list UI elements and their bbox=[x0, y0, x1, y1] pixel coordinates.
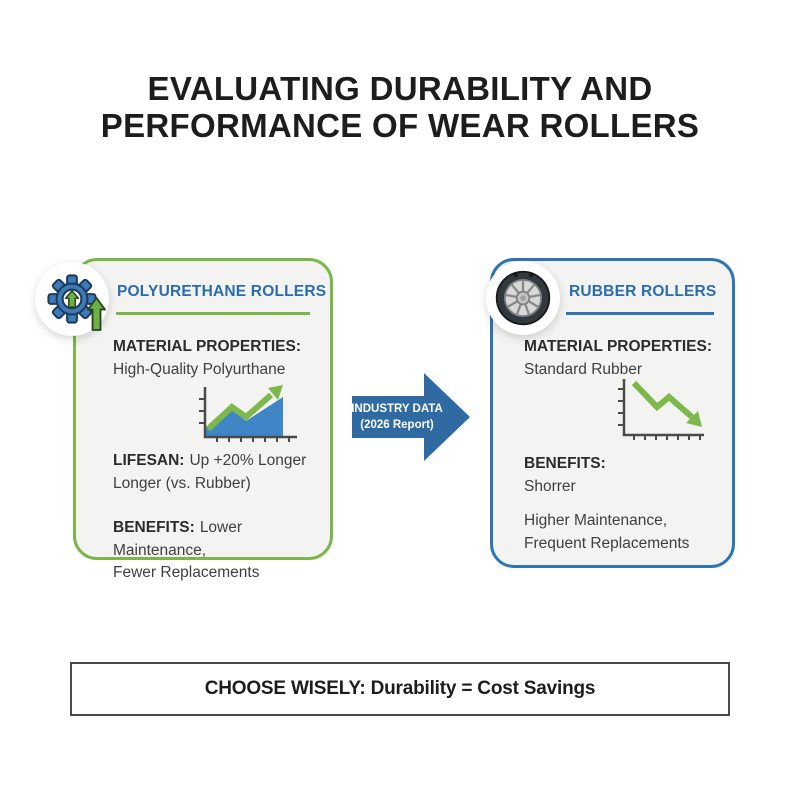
footer-text: CHOOSE WISELY: Durability = Cost Savings bbox=[204, 678, 596, 699]
left-material-properties bbox=[113, 336, 328, 381]
benefits-value: Lower Maintenance, bbox=[113, 519, 243, 559]
lifespan-value-line2: Longer (vs. Rubber) bbox=[113, 474, 251, 492]
maintenance-line2: Frequent Replacements bbox=[524, 534, 690, 552]
right-maintenance bbox=[524, 510, 729, 555]
right-material-properties bbox=[524, 336, 729, 381]
lifespan-label: LIFESAN: bbox=[113, 452, 185, 469]
material-value: High-Quality Polyurthane bbox=[113, 360, 286, 378]
page-title-line2: PERFORMANCE OF WEAR ROLLERS bbox=[100, 107, 700, 144]
page-title-line1: EVALUATING DURABILITY AND bbox=[147, 70, 653, 107]
left-lifespan bbox=[113, 450, 328, 495]
benefits-label: BENEFITS: bbox=[524, 455, 606, 472]
area-chart-up-trend-icon bbox=[195, 383, 300, 447]
benefits-label: BENEFITS: bbox=[113, 519, 195, 536]
footer-banner bbox=[70, 662, 730, 716]
rubber-icon-badge bbox=[486, 261, 560, 335]
maintenance-line1: Higher Maintenance, bbox=[524, 512, 668, 529]
material-label: MATERIAL PROPERTIES: bbox=[524, 338, 713, 355]
blue-divider bbox=[566, 312, 714, 315]
material-label: MATERIAL PROPERTIES: bbox=[113, 338, 302, 355]
benefits-value-line2: Fewer Replacements bbox=[113, 564, 260, 581]
right-benefits bbox=[524, 453, 729, 498]
industry-data-label bbox=[350, 371, 444, 463]
page-title bbox=[0, 70, 800, 144]
green-divider bbox=[116, 312, 310, 315]
industry-data-line2: (2026 Report) bbox=[360, 419, 434, 431]
rubber-card-title: RUBBER ROLLERS bbox=[569, 283, 717, 300]
lifespan-value: Up +20% Longer bbox=[189, 452, 307, 469]
growth-up-arrow-icon bbox=[87, 297, 106, 331]
line-chart-down-trend-icon bbox=[612, 377, 712, 445]
left-benefits bbox=[113, 517, 328, 585]
material-value: Standard Rubber bbox=[524, 360, 643, 378]
benefits-value: Shorrer bbox=[524, 477, 576, 495]
industry-data-line1: INDUSTRY DATA bbox=[351, 403, 443, 415]
polyurethane-card-title: POLYURETHANE ROLLERS bbox=[117, 283, 327, 300]
tire-wheel-icon bbox=[494, 269, 552, 327]
